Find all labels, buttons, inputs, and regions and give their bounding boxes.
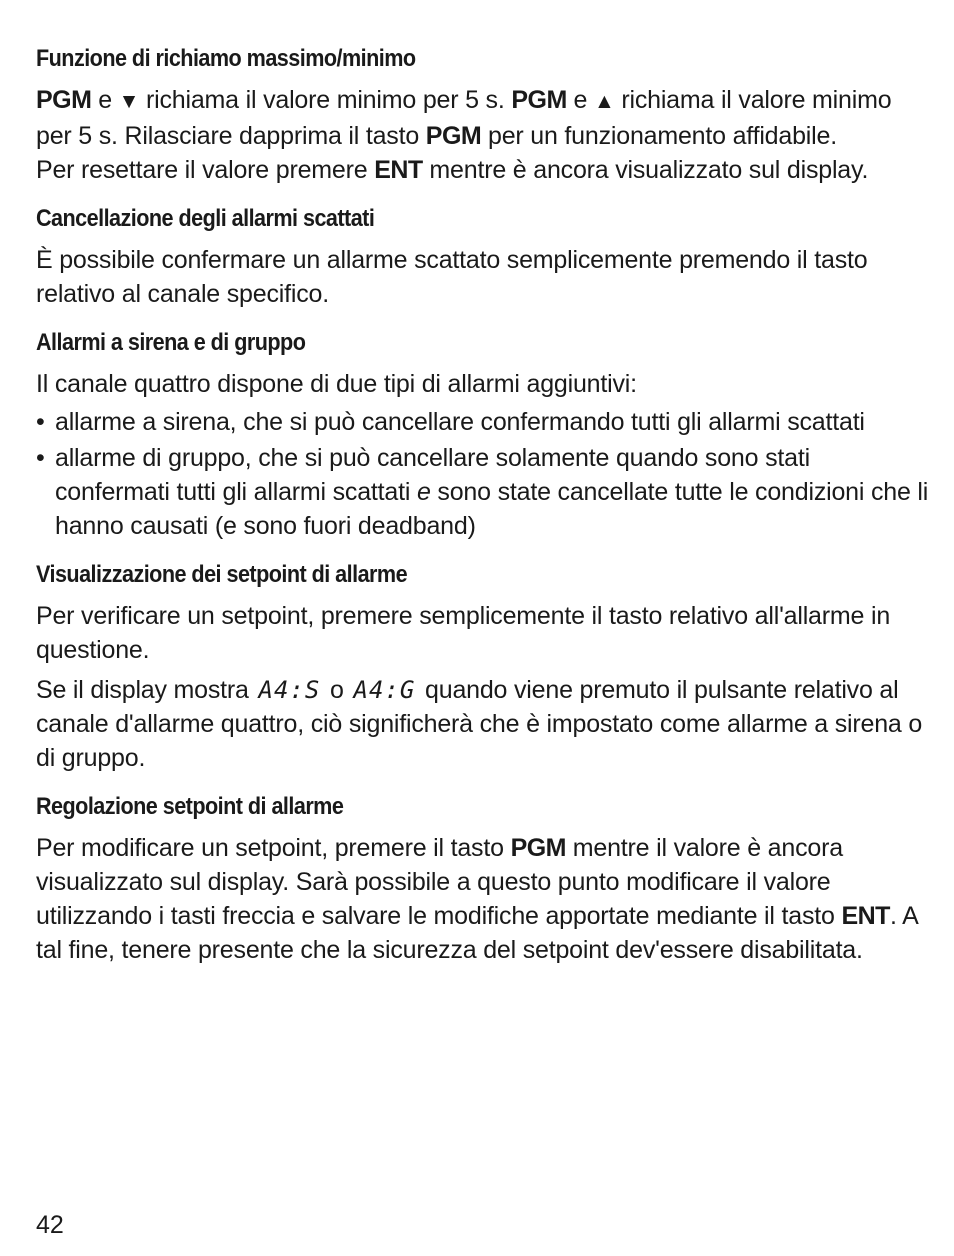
manual-page <box>36 40 931 980</box>
ent-key-label: ENT <box>374 156 423 184</box>
emphasis: e <box>416 478 431 506</box>
list-item-text: allarme di gruppo, che si può cancellare solamente quando sono stati confermati tutti gli allarmi scattati <box>55 444 810 506</box>
section-siren-group-alarms <box>36 324 931 543</box>
page-number: 42 <box>36 1211 64 1239</box>
text-run: quando viene premuto il pulsante relativo al canale d'allarme quattro, ciò significherà che è impostato come allarme a sirena o di gruppo. <box>36 676 923 772</box>
bullet-icon: • <box>36 408 45 436</box>
text-run: richiama il valore minimo per 5 s. Rilasciare dapprima il tasto <box>36 86 892 150</box>
section-heading: Allarmi a sirena e di gruppo <box>36 329 306 356</box>
down-arrow-icon: ▼ <box>118 90 140 113</box>
paragraph: È possibile confermare un allarme scattato semplicemente premendo il tasto relativo al canale specifico. <box>36 246 868 308</box>
alarm-types-list <box>36 405 931 543</box>
pgm-key-label: PGM <box>511 86 567 114</box>
text-run: . A tal fine, tenere presente che la sicurezza del setpoint dev'essere disabilitata. <box>36 902 918 964</box>
paragraph: Per verificare un setpoint, premere semplicemente il tasto relativo all'allarme in questione. <box>36 602 891 664</box>
text-run: Se il display mostra <box>36 676 256 704</box>
pgm-key-label: PGM <box>36 86 92 114</box>
list-item <box>36 441 931 543</box>
text-run: mentre il valore è ancora visualizzato sul display. Sarà possibile a questo punto modificare il valore utilizzando i tasti freccia e salvare le modifiche apportate mediante il tasto <box>36 834 843 930</box>
list-item-text: allarme a sirena, che si può cancellare confermando tutti gli allarmi scattati <box>55 408 865 436</box>
section-heading: Funzione di richiamo massimo/minimo <box>36 45 416 72</box>
paragraph: Il canale quattro dispone di due tipi di allarmi aggiuntivi: <box>36 370 637 398</box>
section-view-setpoints <box>36 556 931 775</box>
pgm-key-label: PGM <box>510 834 567 862</box>
pgm-key-label: PGM <box>425 122 482 150</box>
text-run: per un funzionamento affidabile. <box>481 122 837 150</box>
text-run: e <box>566 86 594 114</box>
section-heading: Cancellazione degli allarmi scattati <box>36 205 375 232</box>
paragraph <box>36 83 931 153</box>
text-run: Per modificare un setpoint, premere il tasto <box>36 834 511 862</box>
bullet-icon: • <box>36 444 45 472</box>
paragraph <box>36 153 931 187</box>
section-heading: Visualizzazione dei setpoint di allarme <box>36 561 408 588</box>
up-arrow-icon: ▲ <box>594 90 615 113</box>
text-run: e <box>91 86 119 114</box>
section-heading: Regolazione setpoint di allarme <box>36 793 344 820</box>
paragraph <box>36 673 931 775</box>
section-clear-alarms <box>36 200 931 311</box>
ent-key-label: ENT <box>841 902 890 930</box>
list-item <box>36 405 931 439</box>
text-run: mentre è ancora visualizzato sul display. <box>422 156 869 184</box>
lcd-siren-code: A4:S <box>258 676 321 704</box>
section-adjust-setpoint <box>36 788 931 967</box>
text-run: o <box>323 676 351 704</box>
list-item-text: sono state cancellate tutte le condizioni che li hanno causati (e sono fuori deadband) <box>55 478 929 540</box>
text-run: richiama il valore minimo per 5 s. <box>139 86 512 114</box>
section-max-min-recall <box>36 40 931 187</box>
lcd-group-code: A4:G <box>353 676 416 704</box>
paragraph <box>36 831 931 967</box>
text-run: Per resettare il valore premere <box>36 156 375 184</box>
